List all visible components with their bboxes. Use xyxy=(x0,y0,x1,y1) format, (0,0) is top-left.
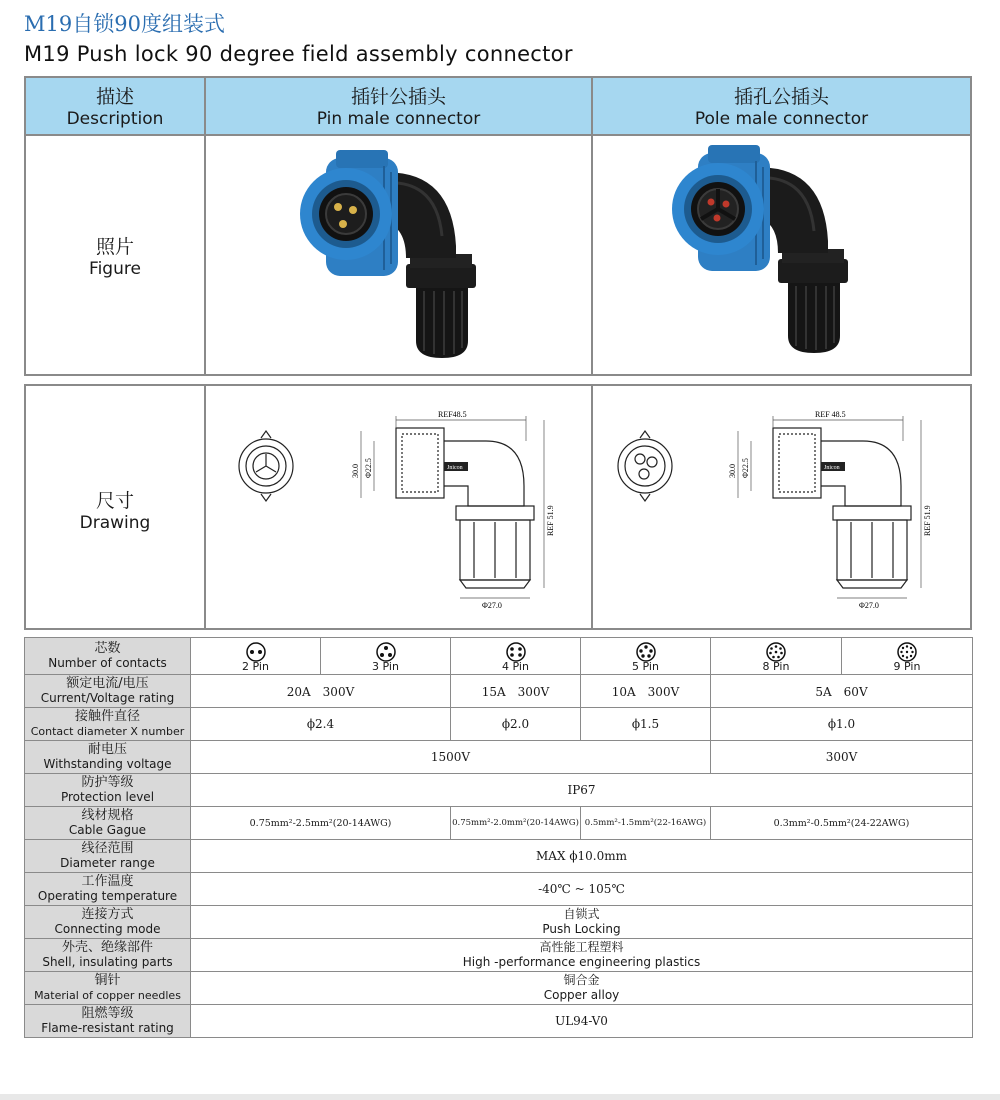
contacts-8pin xyxy=(711,638,842,675)
row-protection xyxy=(25,774,973,807)
row-diameter-range xyxy=(25,840,973,873)
connecting-label-cn: 连接方式 xyxy=(81,907,134,922)
title-english: M19 Push lock 90 degree field assembly connector xyxy=(24,42,573,66)
connecting-value-en: Push Locking xyxy=(542,922,621,936)
cable-value-3: 0.5mm²-1.5mm²(22-16AWG) xyxy=(581,807,711,840)
diameter-range-value: MAX ϕ10.0mm xyxy=(191,840,973,873)
row-withstanding xyxy=(25,741,973,774)
pin-technical-drawing xyxy=(206,386,593,628)
spec-table xyxy=(24,637,973,1038)
cable-value-2: 0.75mm²-2.0mm²(20-14AWG) xyxy=(451,807,581,840)
contacts-4pin xyxy=(451,638,581,675)
diameter-range-label-cn: 线径范围 xyxy=(81,841,134,856)
shell-label-cn: 外壳、绝缘部件 xyxy=(61,940,153,955)
pole-drawing-brand: Jnicon xyxy=(824,465,840,471)
row-label-withstanding xyxy=(25,741,191,774)
current-value-3: 10A 300V xyxy=(581,675,711,708)
withstanding-label-cn: 耐电压 xyxy=(87,742,127,757)
pin-drawing-ref-height: REF 51.9 xyxy=(546,505,555,536)
temperature-label-cn: 工作温度 xyxy=(81,874,134,889)
contact-diameter-value-1: ϕ2.4 xyxy=(191,708,451,741)
diameter-range-label-en: Diameter range xyxy=(60,856,155,870)
pin-8-icon xyxy=(766,642,786,662)
row-label-shell xyxy=(25,939,191,972)
flame-value: UL94-V0 xyxy=(191,1005,973,1038)
pole-drawing-diameter: Φ22.5 xyxy=(741,458,750,478)
protection-value: IP67 xyxy=(191,774,973,807)
pin-drawing-brand: Jnicon xyxy=(447,465,463,471)
pin-4-icon xyxy=(506,642,526,662)
contact-diameter-value-3: ϕ1.5 xyxy=(581,708,711,741)
current-label-cn: 额定电流/电压 xyxy=(66,676,149,691)
row-connecting xyxy=(25,906,973,939)
current-value-1: 20A 300V xyxy=(191,675,451,708)
pin-connector-photo-cell xyxy=(206,136,593,374)
flame-label-cn: 阻燃等级 xyxy=(81,1006,134,1021)
row-label-diameter-range xyxy=(25,840,191,873)
header-pin-cn: 插针公插头 xyxy=(350,86,446,108)
pin-5-icon xyxy=(636,642,656,662)
row-label-flame xyxy=(25,1005,191,1038)
contacts-3pin xyxy=(321,638,451,675)
pole-drawing-base: Φ27.0 xyxy=(859,601,879,610)
contact-diameter-value-4: ϕ1.0 xyxy=(711,708,973,741)
row-copper xyxy=(25,972,973,1005)
figure-section xyxy=(24,76,972,376)
shell-label-en: Shell, insulating parts xyxy=(42,955,173,969)
row-contact-diameter xyxy=(25,708,973,741)
bottom-bar xyxy=(0,1094,1000,1100)
row-label-cable xyxy=(25,807,191,840)
row-cable xyxy=(25,807,973,840)
pin-9-icon xyxy=(897,642,917,662)
contacts-label-en: Number of contacts xyxy=(48,656,167,670)
contact-diameter-value-2: ϕ2.0 xyxy=(451,708,581,741)
withstanding-label-en: Withstanding voltage xyxy=(43,757,172,771)
row-label-protection xyxy=(25,774,191,807)
header-pole-en: Pole male connector xyxy=(694,109,869,129)
copper-label-en: Material of copper needles xyxy=(34,989,181,1002)
header-description-cn: 描述 xyxy=(95,86,134,108)
pole-drawing-ref-width: REF 48.5 xyxy=(815,410,846,419)
connecting-value-cn: 自锁式 xyxy=(563,907,600,921)
figure-label-en: Figure xyxy=(89,259,141,279)
row-label-contacts xyxy=(25,638,191,675)
row-label-connecting xyxy=(25,906,191,939)
title-chinese: M19自锁90度组装式 xyxy=(24,12,225,36)
pole-drawing-height: 30.0 xyxy=(728,464,737,478)
current-value-4: 5A 60V xyxy=(711,675,973,708)
pin-drawing-diameter: Φ22.5 xyxy=(364,458,373,478)
contacts-5pin-label: 5 Pin xyxy=(632,659,659,673)
pin-drawing-height: 30.0 xyxy=(351,464,360,478)
connecting-value xyxy=(191,906,973,939)
pole-drawing-cell xyxy=(593,386,970,628)
row-contacts xyxy=(25,638,973,675)
row-label-copper xyxy=(25,972,191,1005)
copper-value xyxy=(191,972,973,1005)
contact-diameter-label-en: Contact diameter X number xyxy=(30,725,185,738)
pole-technical-drawing xyxy=(593,386,970,628)
contacts-8pin-label: 8 Pin xyxy=(762,659,790,673)
withstanding-value-1: 1500V xyxy=(191,741,711,774)
shell-value-en: High -performance engineering plastics xyxy=(462,955,701,969)
contacts-4pin-label: 4 Pin xyxy=(502,659,529,673)
header-pin xyxy=(206,78,593,136)
contacts-9pin xyxy=(842,638,973,675)
header-pole xyxy=(593,78,970,136)
contacts-9pin-label: 9 Pin xyxy=(893,659,921,673)
pole-connector-photo-cell xyxy=(593,136,970,374)
temperature-label-en: Operating temperature xyxy=(37,889,178,903)
header-description xyxy=(26,78,206,136)
row-flame xyxy=(25,1005,973,1038)
row-shell xyxy=(25,939,973,972)
contacts-2pin xyxy=(191,638,321,675)
current-value-2: 15A 300V xyxy=(451,675,581,708)
row-label-temperature xyxy=(25,873,191,906)
contact-diameter-label-cn: 接触件直径 xyxy=(74,709,140,724)
pin-drawing-ref-width: REF48.5 xyxy=(438,410,467,419)
copper-value-en: Copper alloy xyxy=(543,988,620,1002)
flame-label-en: Flame-resistant rating xyxy=(41,1021,174,1035)
figure-label-cn: 照片 xyxy=(95,236,134,258)
row-label-contact-diameter xyxy=(25,708,191,741)
connecting-label-en: Connecting mode xyxy=(54,922,161,936)
drawing-label-en: Drawing xyxy=(79,513,151,533)
row-temperature xyxy=(25,873,973,906)
protection-label-cn: 防护等级 xyxy=(81,775,134,790)
pin-drawing-base: Φ27.0 xyxy=(482,601,502,610)
drawing-label xyxy=(26,386,206,628)
pole-connector-photo xyxy=(593,136,970,374)
header-description-en: Description xyxy=(66,109,164,129)
row-current xyxy=(25,675,973,708)
contacts-label-cn: 芯数 xyxy=(94,641,121,656)
header-pin-en: Pin male connector xyxy=(316,109,481,129)
withstanding-value-2: 300V xyxy=(711,741,973,774)
copper-label-cn: 铜针 xyxy=(94,973,121,988)
pin-drawing-cell xyxy=(206,386,593,628)
row-label-current xyxy=(25,675,191,708)
protection-label-en: Protection level xyxy=(60,790,155,804)
copper-value-cn: 铜合金 xyxy=(563,973,600,987)
cable-value-1: 0.75mm²-2.5mm²(20-14AWG) xyxy=(191,807,451,840)
figure-label xyxy=(26,136,206,374)
contacts-5pin xyxy=(581,638,711,675)
temperature-value: -40℃ ~ 105℃ xyxy=(191,873,973,906)
drawing-section xyxy=(24,384,972,630)
contacts-2pin-label: 2 Pin xyxy=(242,659,269,673)
current-label-en: Current/Voltage rating xyxy=(40,691,175,705)
cable-label-en: Cable Gague xyxy=(68,823,147,837)
pin-3-icon xyxy=(376,642,396,662)
header-pole-cn: 插孔公插头 xyxy=(733,86,829,108)
drawing-label-cn: 尺寸 xyxy=(95,490,134,512)
shell-value-cn: 高性能工程塑料 xyxy=(539,940,624,954)
cable-value-4: 0.3mm²-0.5mm²(24-22AWG) xyxy=(711,807,973,840)
contacts-3pin-label: 3 Pin xyxy=(372,659,399,673)
pin-2-icon xyxy=(246,642,266,662)
cable-label-cn: 线材规格 xyxy=(81,808,134,823)
shell-value xyxy=(191,939,973,972)
pole-drawing-ref-height: REF 51.9 xyxy=(923,505,932,536)
pin-connector-photo xyxy=(206,136,593,374)
